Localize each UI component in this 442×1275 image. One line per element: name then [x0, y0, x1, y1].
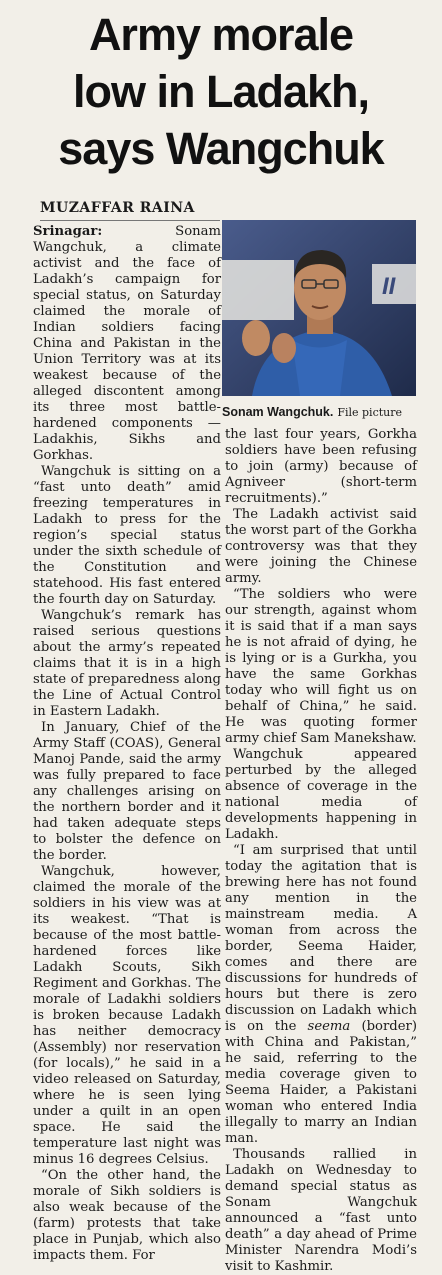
paragraph: Thousands rallied in Ladakh on Wednesday to demand special status as Sonam Wangchuk announced a “fast unto death” a day ahead of Prime Minister Narendra Modi’s visit to Kashmir. — [225, 1147, 417, 1274]
paragraph-text: “I am surprised that until today the agitation that is brewing here has not found any mention in the mainstream media. A woman from across the border, Seema Haider, comes and there are discussions for hundreds of hours but there is zero discussion on Ladakh which is on the — [225, 843, 417, 1034]
backdrop-sign: II — [382, 273, 396, 300]
italic-word: seema — [307, 1019, 351, 1034]
headline — [0, 0, 442, 177]
paragraph — [225, 843, 417, 1147]
paragraph: the last four years, Gorkha soldiers have been refusing to join (army) because of Agniveer (short-term recruitments).” — [225, 427, 417, 506]
caption-name: Sonam Wangchuk. — [222, 405, 334, 419]
paragraph: In January, Chief of the Army Staff (COAS), General Manoj Pande, said the army was fully prepared to face any challenges arising on the northern border and it had taken adequate steps to bolster the defence on the border. — [33, 720, 221, 863]
headline-line-2: low in Ladakh, — [72, 66, 370, 117]
paragraph: “On the other hand, the morale of Sikh soldiers is also weak because of the (farm) protests that take place in Punjab, which also impacts them. For — [33, 1168, 221, 1263]
caption-credit: File picture — [337, 406, 403, 419]
paragraph: “The soldiers who were our strength, against whom it is said that if a man says he is not afraid of dying, he is lying or is a Gurkha, you have the same Gorkhas today who will fight us on behalf of China,” he said. He was quoting former army chief Sam Manekshaw. — [225, 587, 417, 746]
paragraph-text: (border) with China and Pakistan,” he said, referring to the media coverage given to Seema Haider, a Pakistani woman who entered India illegally to marry an Indian man. — [225, 1019, 417, 1146]
photo-caption — [222, 404, 416, 419]
right-column — [225, 427, 417, 1275]
paragraph: Wangchuk, however, claimed the morale of the soldiers in his view was at its weakest. “That is because of the most battle-hardened forces like Ladakh Scouts, Sikh Regiment and Gorkhas. The morale of Ladakhi soldiers is broken because Ladakh has neither democracy (Assembly) nor reservation (for locals),” he said in a video released on Saturday, where he is seen lying under a quilt in an open space. He said the temperature last night was minus 16 degrees Celsius. — [33, 864, 221, 1167]
byline: MUZAFFAR RAINA — [40, 200, 195, 216]
paragraph: Wangchuk appeared perturbed by the alleged absence of coverage in the national media of developments happening in Ladakh. — [225, 747, 417, 842]
article-photo — [222, 220, 416, 396]
headline-line-3: says Wangchuk — [58, 123, 384, 174]
left-column — [33, 224, 221, 1264]
byline-rule — [40, 220, 220, 221]
paragraph-text: Sonam Wangchuk, a climate activist and the face of Ladakh’s campaign for special status, on Saturday claimed the morale of Indian soldiers facing China and Pakistan in the Union Territory was at its weakest because of the alleged discontent among its three most battle-hardened components — Ladakhis, Sikhs and Gorkhas. — [33, 224, 221, 463]
paragraph: The Ladakh activist said the worst part of the Gorkha controversy was that they were joining the Chinese army. — [225, 507, 417, 586]
headline-line-1: Army morale — [88, 9, 354, 60]
photo-illustration — [222, 220, 416, 396]
paragraph: Wangchuk’s remark has raised serious questions about the army’s repeated claims that it is in a high state of preparedness along the Line of Actual Control in Eastern Ladakh. — [33, 608, 221, 719]
dateline: Srinagar: — [33, 224, 103, 239]
paragraph — [33, 224, 221, 464]
paragraph: Wangchuk is sitting on a “fast unto death” amid freezing temperatures in Ladakh to press for the region’s special status under the sixth schedule of the Constitution and statehood. His fast entered the fourth day on Saturday. — [33, 464, 221, 607]
